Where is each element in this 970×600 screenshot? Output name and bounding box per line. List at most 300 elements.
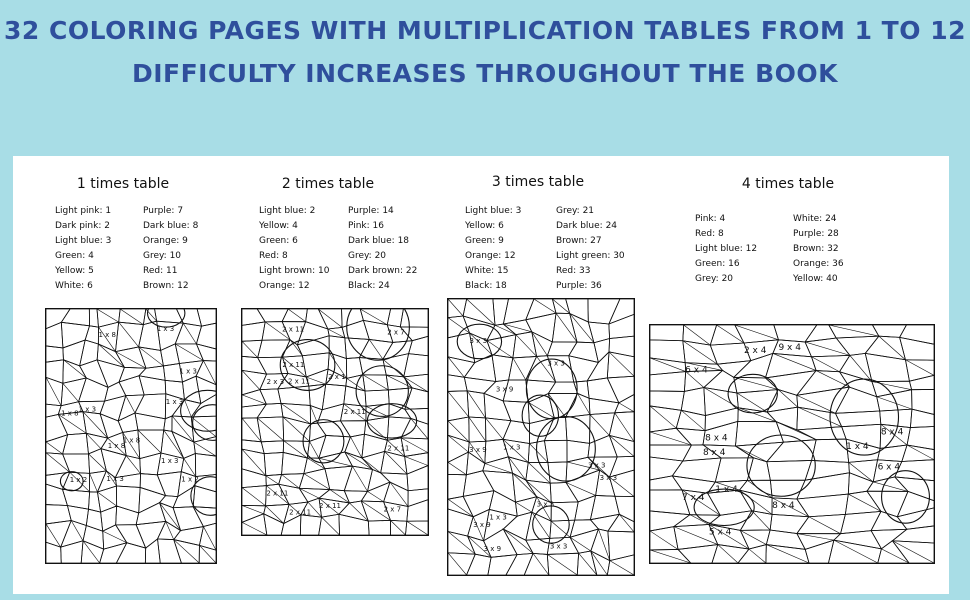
multiplication-label: 9 x 4 xyxy=(778,342,801,353)
coloring-region xyxy=(260,389,281,404)
coloring-line xyxy=(46,524,61,547)
coloring-region xyxy=(805,460,849,480)
coloring-region xyxy=(590,495,619,519)
coloring-region xyxy=(264,514,284,535)
coloring-region xyxy=(80,360,108,387)
multiplication-label: 1 x 3 xyxy=(78,405,97,414)
legend-entry: Green: 4 xyxy=(55,251,94,261)
coloring-region xyxy=(678,545,718,563)
multiplication-label: 2 x 11 xyxy=(289,508,312,517)
coloring-region xyxy=(834,531,882,549)
coloring-line xyxy=(242,418,261,442)
coloring-region xyxy=(61,309,89,326)
coloring-line xyxy=(738,408,776,422)
coloring-line xyxy=(318,309,342,327)
coloring-region xyxy=(735,442,783,462)
coloring-region xyxy=(492,355,513,382)
coloring-region xyxy=(892,526,934,543)
coloring-line xyxy=(873,482,908,492)
coloring-line xyxy=(552,299,569,313)
coloring-region xyxy=(705,408,738,431)
coloring-line xyxy=(139,347,164,366)
coloring-region xyxy=(400,309,428,327)
multiplication-label: 5 x 4 xyxy=(708,527,732,538)
coloring-region xyxy=(575,495,596,520)
coloring-region xyxy=(404,354,428,377)
multiplication-label: 3 x 9 xyxy=(483,544,502,553)
coloring-region xyxy=(797,427,846,440)
coloring-region xyxy=(407,500,428,522)
preview-panel xyxy=(13,156,949,594)
coloring-region xyxy=(344,386,366,406)
coloring-line xyxy=(281,403,310,424)
multiplication-label: 6 x 4 xyxy=(877,462,901,473)
coloring-region xyxy=(526,512,551,540)
coloring-line xyxy=(391,520,406,535)
multiplication-label: 1 x 3 xyxy=(165,397,184,406)
coloring-region xyxy=(607,352,634,378)
legend-entry: Brown: 12 xyxy=(143,281,189,291)
coloring-region xyxy=(242,322,265,341)
coloring-region xyxy=(448,357,475,377)
coloring-region xyxy=(329,336,346,359)
coloring-line xyxy=(352,466,367,491)
coloring-line xyxy=(304,474,330,490)
multiplication-label: 8 x 4 xyxy=(702,447,726,458)
coloring-region xyxy=(282,309,307,322)
coloring-region xyxy=(776,422,816,443)
coloring-line xyxy=(610,561,634,575)
coloring-region xyxy=(361,482,390,502)
coloring-region xyxy=(812,439,849,462)
page-card-4-times xyxy=(643,156,943,594)
coloring-line xyxy=(367,491,383,501)
coloring-region xyxy=(489,491,517,517)
coloring-region xyxy=(86,509,102,531)
coloring-region xyxy=(900,325,934,344)
coloring-line xyxy=(385,451,407,474)
coloring-region xyxy=(85,326,98,344)
coloring-line xyxy=(184,458,196,476)
coloring-region xyxy=(710,325,744,345)
coloring-region xyxy=(264,452,283,475)
coloring-region xyxy=(242,469,266,488)
coloring-region xyxy=(387,417,410,440)
page-title: 3 times table xyxy=(491,174,585,190)
coloring-region xyxy=(544,417,566,440)
legend-entry: Green: 9 xyxy=(465,236,504,246)
coloring-line xyxy=(369,339,383,359)
coloring-line xyxy=(848,494,881,511)
legend-entry: Orange: 9 xyxy=(143,236,188,246)
coloring-line xyxy=(872,382,912,390)
coloring-region xyxy=(897,508,934,529)
coloring-region xyxy=(62,489,89,509)
coloring-region xyxy=(46,542,61,563)
coloring-region xyxy=(909,375,934,389)
coloring-region xyxy=(609,314,634,338)
coloring-line xyxy=(405,456,428,465)
coloring-line xyxy=(97,492,116,506)
coloring-line xyxy=(322,517,340,535)
coloring-region xyxy=(408,489,428,507)
coloring-region xyxy=(257,309,288,322)
coloring-region xyxy=(905,360,934,381)
multiplication-label: 3 x 3 xyxy=(536,500,555,509)
multiplication-label: 3 x 3 xyxy=(599,474,618,483)
coloring-line xyxy=(681,410,705,430)
coloring-line xyxy=(138,430,161,453)
coloring-region xyxy=(463,471,494,497)
legend-entry: Purple: 28 xyxy=(793,229,839,239)
legend-entry: Red: 8 xyxy=(259,251,288,261)
coloring-line xyxy=(556,313,577,342)
coloring-line xyxy=(547,554,577,575)
multiplication-label: 1 x 2 xyxy=(69,476,88,485)
coloring-region xyxy=(257,403,283,417)
coloring-region xyxy=(116,506,139,525)
coloring-region xyxy=(845,491,881,514)
coloring-region xyxy=(483,457,513,473)
page-title: 2 times table xyxy=(281,176,375,192)
legend-entry: White: 24 xyxy=(793,214,837,224)
coloring-region xyxy=(306,309,328,329)
coloring-region xyxy=(587,352,609,381)
multiplication-label: 2 x 11 xyxy=(287,377,310,386)
coloring-region xyxy=(484,393,511,420)
multiplication-label: 1 x 3 xyxy=(106,474,124,483)
multiplication-label: 2 x 3 xyxy=(266,378,285,387)
legend-entry: Pink: 4 xyxy=(695,214,726,224)
coloring-line xyxy=(809,517,841,534)
coloring-region xyxy=(116,543,145,563)
coloring-line xyxy=(690,515,709,525)
coloring-line xyxy=(175,344,203,361)
coloring-line xyxy=(183,323,196,344)
coloring-region xyxy=(849,460,878,482)
multiplication-label: 2 x 11 xyxy=(319,502,342,511)
multiplication-label: 2 x 11 xyxy=(343,407,366,416)
coloring-region xyxy=(90,471,107,492)
coloring-line xyxy=(203,361,216,385)
coloring-region xyxy=(407,466,428,491)
coloring-region xyxy=(157,472,181,497)
coloring-line xyxy=(242,341,258,357)
coloring-region xyxy=(524,553,549,575)
coloring-region xyxy=(589,398,619,414)
coloring-line xyxy=(242,522,267,535)
coloring-line xyxy=(119,322,139,347)
coloring-region xyxy=(766,530,805,549)
coloring-region xyxy=(80,340,99,366)
coloring-region xyxy=(278,386,310,405)
coloring-line xyxy=(86,433,101,448)
coloring-line xyxy=(717,325,744,343)
coloring-line xyxy=(684,325,711,345)
coloring-line xyxy=(528,402,554,417)
coloring-picture-svg xyxy=(650,325,934,563)
coloring-region xyxy=(196,323,216,349)
coloring-region xyxy=(704,370,737,393)
coloring-line xyxy=(551,521,570,537)
coloring-region xyxy=(258,340,290,358)
coloring-line xyxy=(590,415,609,436)
legend-entry: Green: 16 xyxy=(695,259,740,269)
legend-entry: Grey: 21 xyxy=(556,206,595,216)
legend-entry: Purple: 7 xyxy=(143,206,184,216)
coloring-region xyxy=(532,332,552,357)
coloring-region xyxy=(448,496,473,516)
legend-entry: Light green: 30 xyxy=(556,251,625,261)
coloring-region xyxy=(118,395,144,421)
legend-entry: Grey: 10 xyxy=(143,251,182,261)
coloring-region xyxy=(650,325,684,341)
coloring-region xyxy=(79,378,108,402)
coloring-line xyxy=(46,442,63,454)
coloring-line xyxy=(390,482,408,506)
page-card-1-times xyxy=(13,156,233,594)
multiplication-label: 2 x 4 xyxy=(743,345,767,356)
coloring-region xyxy=(609,336,634,357)
coloring-line xyxy=(407,521,428,535)
coloring-line xyxy=(242,488,266,506)
coloring-picture xyxy=(241,308,429,536)
legend-entry: Light blue: 12 xyxy=(695,244,758,254)
legend-entry: Yellow: 4 xyxy=(259,221,298,231)
multiplication-label: 3 x 9 xyxy=(473,520,491,529)
coloring-region xyxy=(566,299,589,322)
multiplication-label: 1 x 8 xyxy=(122,436,141,445)
coloring-line xyxy=(798,407,842,427)
coloring-region xyxy=(368,520,390,535)
coloring-region xyxy=(261,441,283,454)
coloring-region xyxy=(774,325,817,342)
coloring-region xyxy=(712,545,749,563)
coloring-line xyxy=(242,505,264,513)
coloring-line xyxy=(619,403,634,412)
coloring-line xyxy=(749,549,766,563)
page-title: 4 times table xyxy=(741,176,835,192)
coloring-region xyxy=(488,555,517,575)
coloring-line xyxy=(448,462,466,475)
coloring-line xyxy=(486,418,503,439)
coloring-region xyxy=(46,346,63,362)
coloring-line xyxy=(797,534,834,541)
coloring-region xyxy=(242,404,266,418)
page-title: 1 times table xyxy=(76,176,170,192)
multiplication-label: 2 x 11 xyxy=(282,325,305,334)
color-legend xyxy=(259,204,431,294)
coloring-region xyxy=(871,511,907,530)
coloring-line xyxy=(805,342,850,355)
coloring-line xyxy=(773,353,816,370)
coloring-region xyxy=(650,372,686,392)
coloring-region xyxy=(650,391,684,410)
coloring-line xyxy=(829,325,879,336)
legend-entry: Brown: 27 xyxy=(556,236,602,246)
coloring-region xyxy=(797,494,848,517)
coloring-region xyxy=(282,452,308,474)
multiplication-label: 7 x 4 xyxy=(681,492,705,503)
coloring-region xyxy=(566,393,590,417)
coloring-region xyxy=(483,471,516,502)
coloring-region xyxy=(297,336,329,356)
multiplication-label: 1 x 4 xyxy=(715,485,738,496)
legend-entry: Brown: 32 xyxy=(793,244,839,254)
multiplication-label: 1 x 8 xyxy=(98,331,116,340)
coloring-region xyxy=(767,407,798,430)
coloring-region xyxy=(588,299,620,324)
coloring-region xyxy=(739,480,772,498)
coloring-region xyxy=(672,458,721,482)
coloring-region xyxy=(608,514,634,532)
coloring-region xyxy=(615,496,634,521)
coloring-line xyxy=(362,458,381,473)
coloring-region xyxy=(526,538,550,554)
coloring-region xyxy=(46,322,63,348)
coloring-region xyxy=(281,515,301,535)
coloring-region xyxy=(161,344,180,366)
coloring-region xyxy=(872,325,906,337)
multiplication-label: 2 x 11 xyxy=(387,444,410,453)
coloring-line xyxy=(184,400,191,417)
multiplication-label: 2 x 11 xyxy=(266,489,289,498)
coloring-region xyxy=(463,299,495,325)
multiplication-label: 1 x 3 xyxy=(502,443,521,452)
coloring-line xyxy=(515,502,531,512)
multiplication-label: 2 x 11 xyxy=(282,361,305,370)
page-card-3-times xyxy=(433,156,643,594)
coloring-region xyxy=(46,360,63,384)
coloring-region xyxy=(570,520,598,538)
coloring-picture-svg xyxy=(242,309,428,535)
multiplication-label: 2 x 7 xyxy=(387,328,405,337)
legend-entry: Pink: 16 xyxy=(348,221,384,231)
coloring-line xyxy=(881,549,909,563)
legend-entry: Purple: 14 xyxy=(348,206,394,216)
legend-entry: Dark pink: 2 xyxy=(55,221,110,231)
coloring-region xyxy=(158,521,181,539)
page-card-2-times xyxy=(223,156,433,594)
legend-entry: Light blue: 3 xyxy=(465,206,522,216)
coloring-region xyxy=(509,356,537,380)
coloring-picture xyxy=(45,308,217,564)
coloring-region xyxy=(840,353,872,381)
coloring-line xyxy=(849,462,874,482)
coloring-region xyxy=(513,332,537,358)
legend-entry: Red: 8 xyxy=(695,229,724,239)
coloring-region xyxy=(547,553,578,575)
coloring-line xyxy=(533,553,549,575)
coloring-region xyxy=(242,340,262,357)
coloring-region xyxy=(242,309,265,325)
coloring-line xyxy=(609,352,634,376)
multiplication-label: 3 x 9 xyxy=(495,385,514,394)
coloring-region xyxy=(175,344,203,364)
coloring-region xyxy=(590,514,619,531)
coloring-line xyxy=(88,454,106,471)
coloring-line xyxy=(191,417,216,437)
coloring-line xyxy=(448,553,467,575)
coloring-region xyxy=(242,486,266,506)
coloring-region xyxy=(835,387,879,413)
coloring-line xyxy=(126,396,135,413)
coloring-region xyxy=(63,433,89,454)
coloring-region xyxy=(704,388,738,416)
legend-entry: Yellow: 5 xyxy=(55,266,94,276)
coloring-region xyxy=(828,540,881,563)
coloring-region xyxy=(266,474,282,485)
coloring-line xyxy=(513,473,537,497)
legend-entry: Grey: 20 xyxy=(348,251,387,261)
coloring-line xyxy=(577,393,589,414)
coloring-region xyxy=(193,486,216,508)
legend-entry: Dark blue: 18 xyxy=(348,236,410,246)
coloring-region xyxy=(567,440,590,462)
coloring-line xyxy=(266,506,284,524)
legend-entry: Red: 11 xyxy=(143,266,178,276)
coloring-line xyxy=(516,335,537,357)
coloring-line xyxy=(363,375,388,390)
multiplication-label: 3 x 3 xyxy=(587,461,606,470)
coloring-region xyxy=(548,382,577,394)
coloring-region xyxy=(912,389,934,414)
coloring-line xyxy=(288,309,305,322)
coloring-region xyxy=(367,469,389,491)
legend-entry: Red: 33 xyxy=(556,266,591,276)
legend-entry: Yellow: 6 xyxy=(465,221,504,231)
multiplication-label: 3 x 3 xyxy=(549,542,568,551)
coloring-region xyxy=(767,460,812,480)
coloring-region xyxy=(878,541,909,563)
coloring-picture-svg xyxy=(46,309,216,563)
coloring-region xyxy=(734,377,778,393)
multiplication-label: 6 x 4 xyxy=(685,365,708,376)
coloring-line xyxy=(735,446,766,462)
coloring-region xyxy=(342,309,364,327)
coloring-line xyxy=(503,529,533,553)
coloring-line xyxy=(469,417,486,441)
multiplication-label: 2 x 7 xyxy=(383,505,402,514)
coloring-line xyxy=(591,551,608,575)
coloring-region xyxy=(342,320,369,339)
multiplication-label: 1 x 8 xyxy=(61,409,79,418)
coloring-line xyxy=(834,540,878,563)
coloring-region xyxy=(405,453,428,474)
coloring-region xyxy=(61,541,83,563)
coloring-line xyxy=(905,360,934,376)
coloring-region xyxy=(650,511,690,531)
legend-entry: Green: 6 xyxy=(259,236,298,246)
figure-outline xyxy=(747,435,815,496)
legend-entry: Orange: 12 xyxy=(259,281,310,291)
coloring-region xyxy=(544,440,567,462)
legend-entry: Grey: 20 xyxy=(695,274,734,284)
coloring-region xyxy=(672,476,715,493)
coloring-region xyxy=(609,299,634,324)
legend-entry: White: 15 xyxy=(465,266,509,276)
multiplication-label: 1 x 2 xyxy=(181,475,199,484)
legend-entry: Dark blue: 8 xyxy=(143,221,199,231)
coloring-region xyxy=(101,506,117,531)
coloring-region xyxy=(119,376,144,396)
coloring-region xyxy=(242,505,266,522)
coloring-region xyxy=(569,356,599,382)
coloring-region xyxy=(910,409,934,427)
coloring-line xyxy=(740,530,766,544)
coloring-line xyxy=(309,441,318,458)
multiplication-label: 1 x 3 xyxy=(156,325,175,334)
